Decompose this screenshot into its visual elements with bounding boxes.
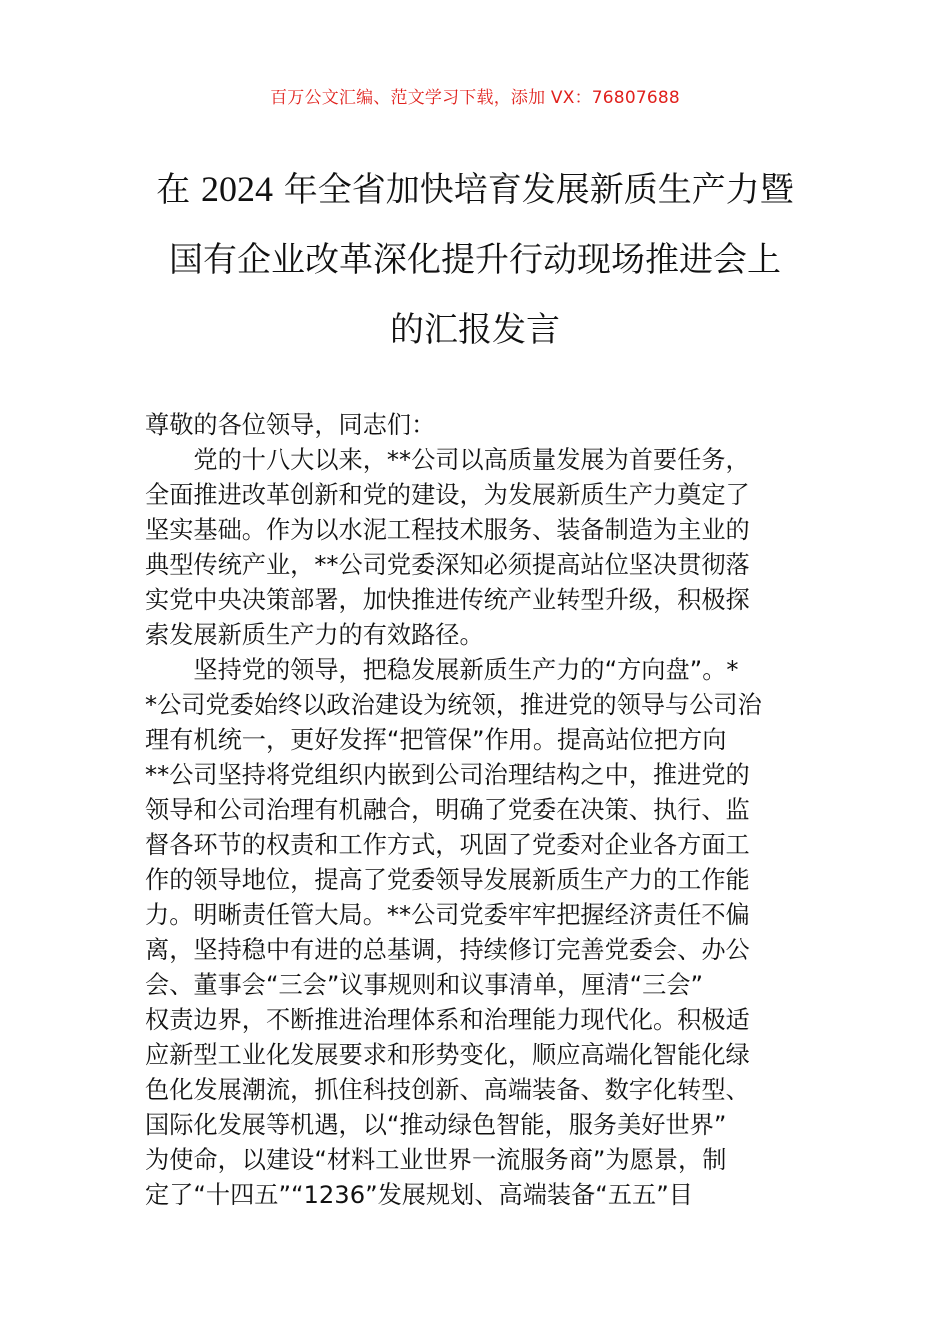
body-line: 作的领导地位，提高了党委领导发展新质生产力的工作能: [145, 866, 750, 894]
body-line: 权责边界，不断推进治理体系和治理能力现代化。积极适: [145, 1006, 750, 1034]
title-line-1: [130, 154, 820, 225]
body-line: 实党中央决策部署，加快推进传统产业转型升级，积极探: [145, 586, 750, 614]
title-line-2: 国有企业改革深化提升行动现场推进会上: [169, 240, 781, 280]
body-line: 领导和公司治理有机融合，明确了党委在决策、执行、监: [145, 796, 750, 824]
body-line: 离，坚持稳中有进的总基调，持续修订完善党委会、办公: [145, 936, 750, 964]
body-line: 督各环节的权责和工作方式，巩固了党委对企业各方面工: [145, 831, 750, 859]
title-year: 2024: [201, 169, 273, 209]
body-line: 全面推进改革创新和党的建设，为发展新质生产力奠定了: [145, 481, 750, 509]
body-line: 党的十八大以来，**公司以高质量发展为首要任务，: [145, 446, 750, 474]
body-line: 定了“十四五”“1236”发展规划、高端装备“五五”目: [145, 1181, 693, 1209]
body-line: 色化发展潮流，抓住科技创新、高端装备、数字化转型、: [145, 1076, 750, 1104]
watermark-banner: 百万公文汇编、范文学习下载，添加 VX：76807688: [270, 88, 680, 108]
body-line: 坚实基础。作为以水泥工程技术服务、装备制造为主业的: [145, 516, 750, 544]
salutation: 尊敬的各位领导，同志们：: [145, 411, 436, 439]
document-title: [130, 154, 820, 365]
title-text: 年全省加快培育发展新质生产力暨: [273, 170, 794, 210]
body-line: 坚持党的领导，把稳发展新质生产力的“方向盘”。*: [145, 656, 739, 684]
body-line: 应新型工业化发展要求和形势变化，顺应高端化智能化绿: [145, 1041, 750, 1069]
body-line: 力。明晰责任管大局。**公司党委牢牢把握经济责任不偏: [145, 901, 750, 929]
body-line: 会、董事会“三会”议事规则和议事清单，厘清“三会”: [145, 971, 704, 999]
body-line: 索发展新质生产力的有效路径。: [145, 621, 484, 649]
body-line: 为使命，以建设“材料工业世界一流服务商”为愿景，制: [145, 1146, 727, 1174]
body-line: 国际化发展等机遇，以“推动绿色智能，服务美好世界”: [145, 1111, 727, 1139]
document-body: [145, 408, 807, 1213]
title-text: 在: [156, 170, 201, 210]
title-line-3: 的汇报发言: [390, 310, 560, 350]
body-line: 理有机统一，更好发挥“把管保”作用。提高站位把方向: [145, 726, 727, 754]
body-line: 典型传统产业，**公司党委深知必须提高站位坚决贯彻落: [145, 551, 750, 579]
body-line: **公司坚持将党组织内嵌到公司治理结构之中，推进党的: [145, 761, 750, 789]
body-line: *公司党委始终以政治建设为统领，推进党的领导与公司治: [145, 691, 762, 719]
